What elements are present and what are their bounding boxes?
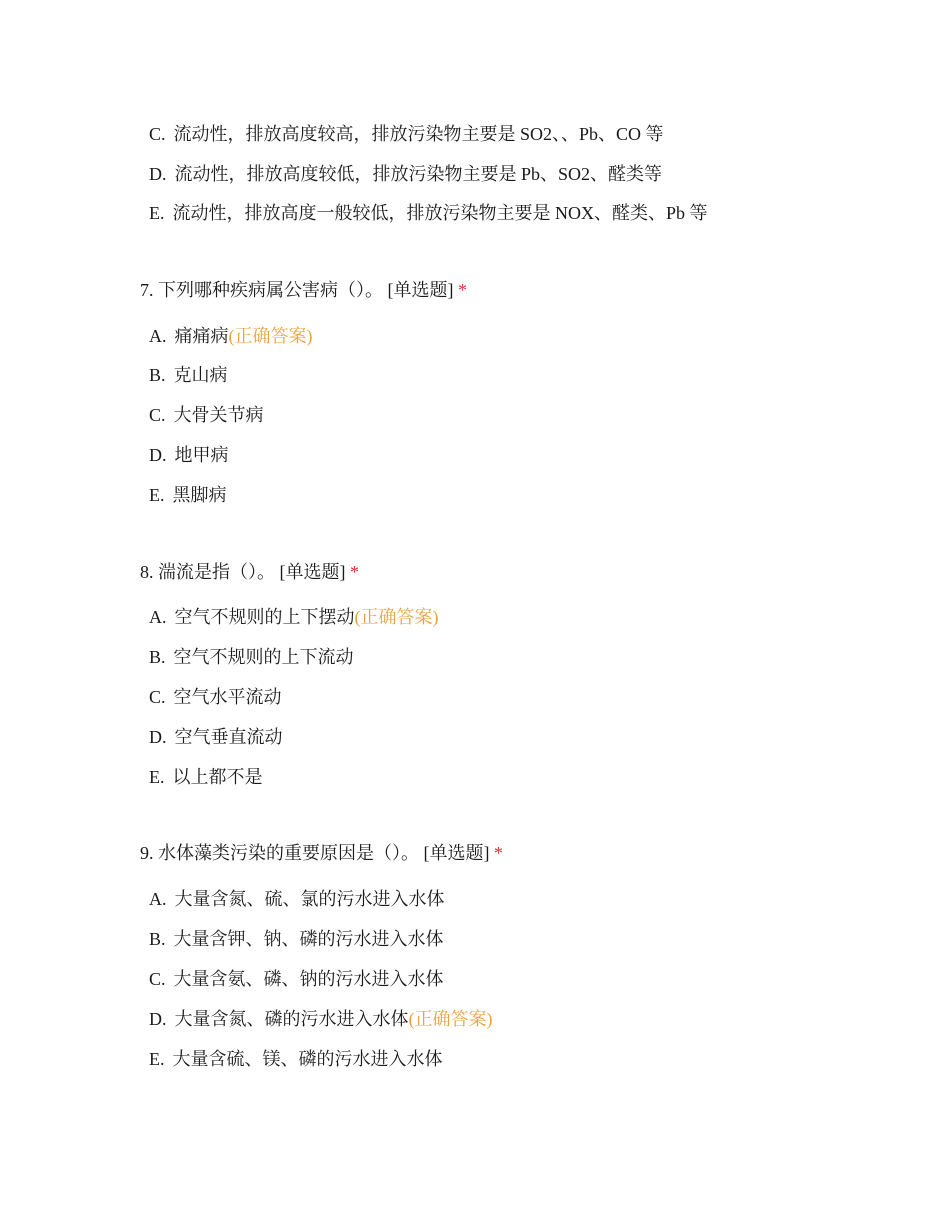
- option-letter: E.: [149, 485, 165, 505]
- question-8-option-c: [149, 685, 282, 709]
- option-text: 流动性，排放高度较低，排放污染物主要是 Pb、SO2、醛类等: [174, 164, 663, 184]
- question-type: [单选题]: [423, 843, 490, 863]
- option-letter: D.: [149, 164, 167, 184]
- option-text: 大量含氮、硫、氯的污水进入水体: [174, 889, 445, 909]
- option-letter: A.: [149, 326, 167, 346]
- option-text: 空气不规则的上下流动: [173, 647, 354, 667]
- option-text: 地甲病: [174, 445, 229, 465]
- question-number: 7.: [140, 280, 154, 300]
- question-9-option-b: [149, 927, 444, 951]
- question-7-option-c: [149, 403, 264, 427]
- correct-answer-label: (正确答案): [228, 326, 313, 346]
- option-text: 空气垂直流动: [174, 727, 283, 747]
- question-9-option-e: [149, 1047, 443, 1071]
- option-e: [149, 201, 708, 225]
- option-text: 流动性，排放高度一般较低，排放污染物主要是 NOX、醛类、Pb 等: [172, 203, 708, 223]
- required-mark: *: [458, 280, 467, 300]
- option-letter: D.: [149, 445, 167, 465]
- question-9-option-c: [149, 967, 444, 991]
- question-7-option-e: [149, 483, 227, 507]
- required-mark: *: [494, 843, 503, 863]
- question-number: 9.: [140, 843, 154, 863]
- option-letter: B.: [149, 647, 166, 667]
- option-c: [149, 122, 664, 146]
- option-text: 黑脚病: [172, 485, 227, 505]
- option-text: 空气不规则的上下摆动: [174, 607, 355, 627]
- question-8-option-a: [149, 605, 439, 629]
- option-d: [149, 162, 662, 186]
- question-number: 8.: [140, 562, 154, 582]
- option-text: 大骨关节病: [173, 405, 264, 425]
- question-9-option-a: [149, 887, 445, 911]
- question-text: 湍流是指（）。: [158, 562, 275, 582]
- option-letter: E.: [149, 767, 165, 787]
- question-8-option-d: [149, 725, 283, 749]
- option-letter: E.: [149, 203, 165, 223]
- option-text: 大量含氨、磷、钠的污水进入水体: [173, 969, 444, 989]
- option-text: 空气水平流动: [173, 687, 282, 707]
- option-text: 大量含氮、磷的污水进入水体: [174, 1009, 409, 1029]
- question-text: 水体藻类污染的重要原因是（）。: [158, 843, 419, 863]
- correct-answer-label: (正确答案): [408, 1009, 493, 1029]
- option-letter: B.: [149, 929, 166, 949]
- question-text: 下列哪种疾病属公害病（）。: [158, 280, 383, 300]
- option-text: 大量含钾、钠、磷的污水进入水体: [173, 929, 444, 949]
- option-letter: A.: [149, 607, 167, 627]
- option-letter: B.: [149, 365, 166, 385]
- question-7-option-a: [149, 324, 313, 348]
- question-7-option-d: [149, 443, 229, 467]
- option-text: 以上都不是: [172, 767, 263, 787]
- option-letter: C.: [149, 969, 166, 989]
- question-type: [单选题]: [387, 280, 454, 300]
- question-9-title: [140, 841, 503, 865]
- question-8-title: [140, 560, 359, 584]
- question-9-option-d: [149, 1007, 493, 1031]
- option-letter: D.: [149, 1009, 167, 1029]
- question-7-option-b: [149, 363, 228, 387]
- option-letter: D.: [149, 727, 167, 747]
- correct-answer-label: (正确答案): [354, 607, 439, 627]
- required-mark: *: [350, 562, 359, 582]
- option-letter: A.: [149, 889, 167, 909]
- question-7-title: [140, 278, 467, 302]
- option-letter: C.: [149, 124, 166, 144]
- question-8-option-e: [149, 765, 263, 789]
- option-text: 痛痛病: [174, 326, 229, 346]
- question-8-option-b: [149, 645, 354, 669]
- option-text: 克山病: [173, 365, 228, 385]
- option-text: 流动性，排放高度较高，排放污染物主要是 SO2、、Pb、CO 等: [173, 124, 664, 144]
- option-letter: C.: [149, 405, 166, 425]
- option-letter: E.: [149, 1049, 165, 1069]
- option-text: 大量含硫、镁、磷的污水进入水体: [172, 1049, 443, 1069]
- option-letter: C.: [149, 687, 166, 707]
- question-type: [单选题]: [279, 562, 346, 582]
